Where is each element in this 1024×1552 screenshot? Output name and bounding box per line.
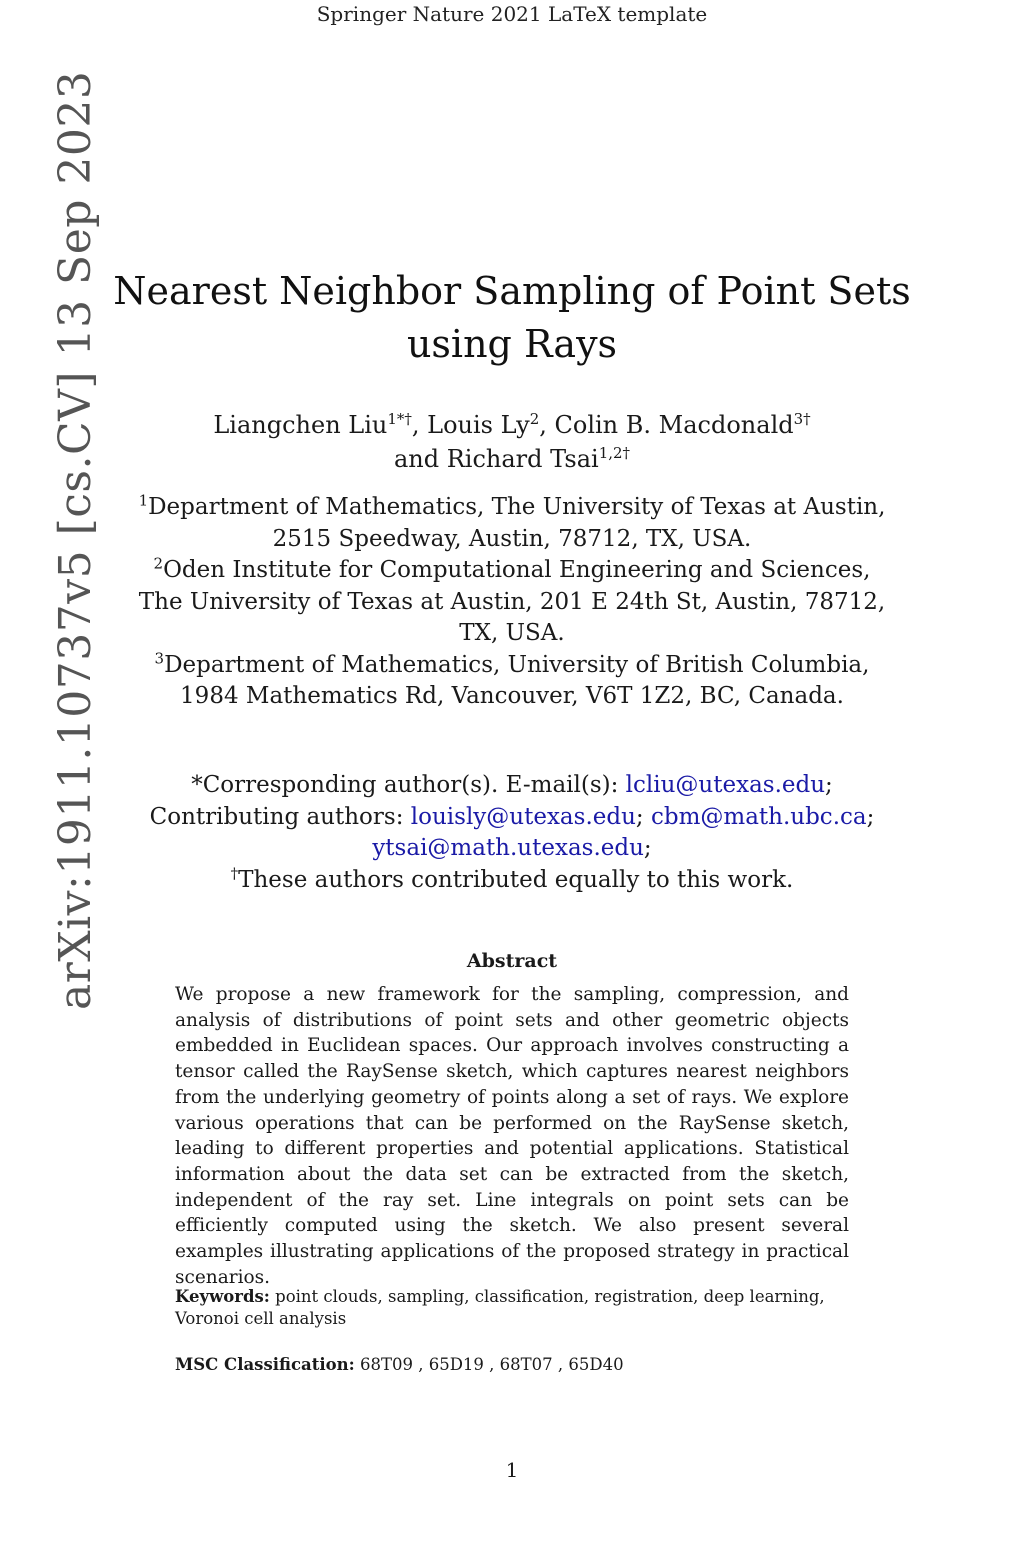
author-line-2 (112, 442, 912, 476)
email-separator: ; (825, 772, 833, 798)
keywords (175, 1286, 849, 1330)
title-line-1: Nearest Neighbor Sampling of Point Sets (113, 269, 911, 313)
keywords-text: point clouds, sampling, classification, registration, deep learning, Voronoi cell analysis (175, 1287, 825, 1328)
author-separator: , (411, 411, 428, 439)
contributing-email-link[interactable]: cbm@math.ubc.ca (650, 803, 867, 830)
running-header: Springer Nature 2021 LaTeX template (316, 2, 708, 26)
affiliations (112, 492, 912, 713)
author-name: Colin B. Macdonald (554, 411, 794, 439)
author-and-word: and (393, 445, 447, 473)
author-affiliation-marks: 2 (529, 410, 540, 428)
affiliation-text: Oden Institute for Computational Engineering and Sciences, (163, 557, 871, 583)
affiliation-2-line-1 (112, 555, 912, 587)
equal-contribution-text: These authors contributed equally to this work. (238, 866, 794, 893)
author-name: Richard Tsai (446, 445, 599, 473)
contributing-email-link[interactable]: louisly@utexas.edu (410, 803, 636, 830)
affiliation-1-line-1 (112, 492, 912, 524)
contributing-authors-line-2 (112, 833, 912, 865)
dagger-mark: † (230, 863, 239, 882)
affiliation-2-line-2: The University of Texas at Austin, 201 E 24th St, Austin, 78712, (138, 588, 886, 615)
msc-codes: 68T09 , 65D19 , 68T07 , 65D40 (359, 1355, 624, 1374)
corresponding-author-line (112, 770, 912, 802)
email-separator: ; (635, 803, 644, 830)
corresponding-label: *Corresponding author(s). E-mail(s): (191, 772, 626, 798)
affiliation-3-line-2: 1984 Mathematics Rd, Vancouver, V6T 1Z2, BC, Canada. (180, 683, 844, 709)
affiliation-1-line-2: 2515 Speedway, Austin, 78712, TX, USA. (272, 525, 752, 552)
page-number: 1 (505, 1458, 519, 1482)
corresponding-email-link[interactable]: lcliu@utexas.edu (625, 772, 826, 798)
correspondence-block (112, 770, 912, 896)
msc-classification (175, 1354, 849, 1376)
contributing-email-link[interactable]: ytsai@math.utexas.edu (372, 835, 644, 861)
author-separator: , (539, 411, 555, 439)
abstract-body: We propose a new framework for the sampling, compression, and analysis of distributions of point sets and other geometric objects embedded in Euclidean spaces. Our approach involves constructing a tensor called the RaySense sketch, which captures nearest neighbors from the underlying geometry of points along a set of rays. We explore various operations that can be performed on the RaySense sketch, leading to different properties and potential applications. Statistical information about the data set can be extracted from the sketch, independent of the ray set. Line integrals on point sets can be efficiently computed using the sketch. We also present several examples illustrating applications of the proposed strategy in practical scenarios. (175, 984, 849, 1288)
email-separator: ; (643, 835, 652, 861)
author-name: Louis Ly (427, 411, 530, 439)
author-line-1 (112, 408, 912, 442)
affiliation-text: Department of Mathematics, The University of Texas at Austin, (148, 494, 886, 520)
paper-title (112, 265, 912, 371)
equal-contribution-note (112, 865, 912, 897)
author-list (112, 408, 912, 476)
affiliation-2-line-3: TX, USA. (459, 620, 565, 646)
msc-label: MSC Classification: (175, 1355, 355, 1374)
author-name: Liangchen Liu (213, 411, 388, 439)
affiliation-number: 1 (138, 491, 149, 510)
author-affiliation-marks: 3† (793, 410, 811, 428)
affiliation-text: Department of Mathematics, University of British Columbia, (164, 651, 870, 678)
keywords-label: Keywords: (175, 1287, 270, 1306)
affiliation-number: 3 (154, 648, 165, 667)
affiliation-number: 2 (153, 554, 164, 573)
contributing-authors-line (112, 802, 912, 834)
email-separator: ; (866, 803, 875, 830)
affiliation-3-line-1 (112, 650, 912, 682)
arxiv-identifier-stamp[interactable]: arXiv:1911.10737v5 [cs.CV] 13 Sep 2023 (50, 70, 101, 1010)
contributing-label: Contributing authors: (149, 803, 411, 830)
abstract-heading: Abstract (466, 950, 558, 972)
author-affiliation-marks: 1,2† (598, 444, 631, 462)
author-affiliation-marks: 1*† (387, 410, 412, 428)
title-line-2: using Rays (406, 322, 618, 366)
